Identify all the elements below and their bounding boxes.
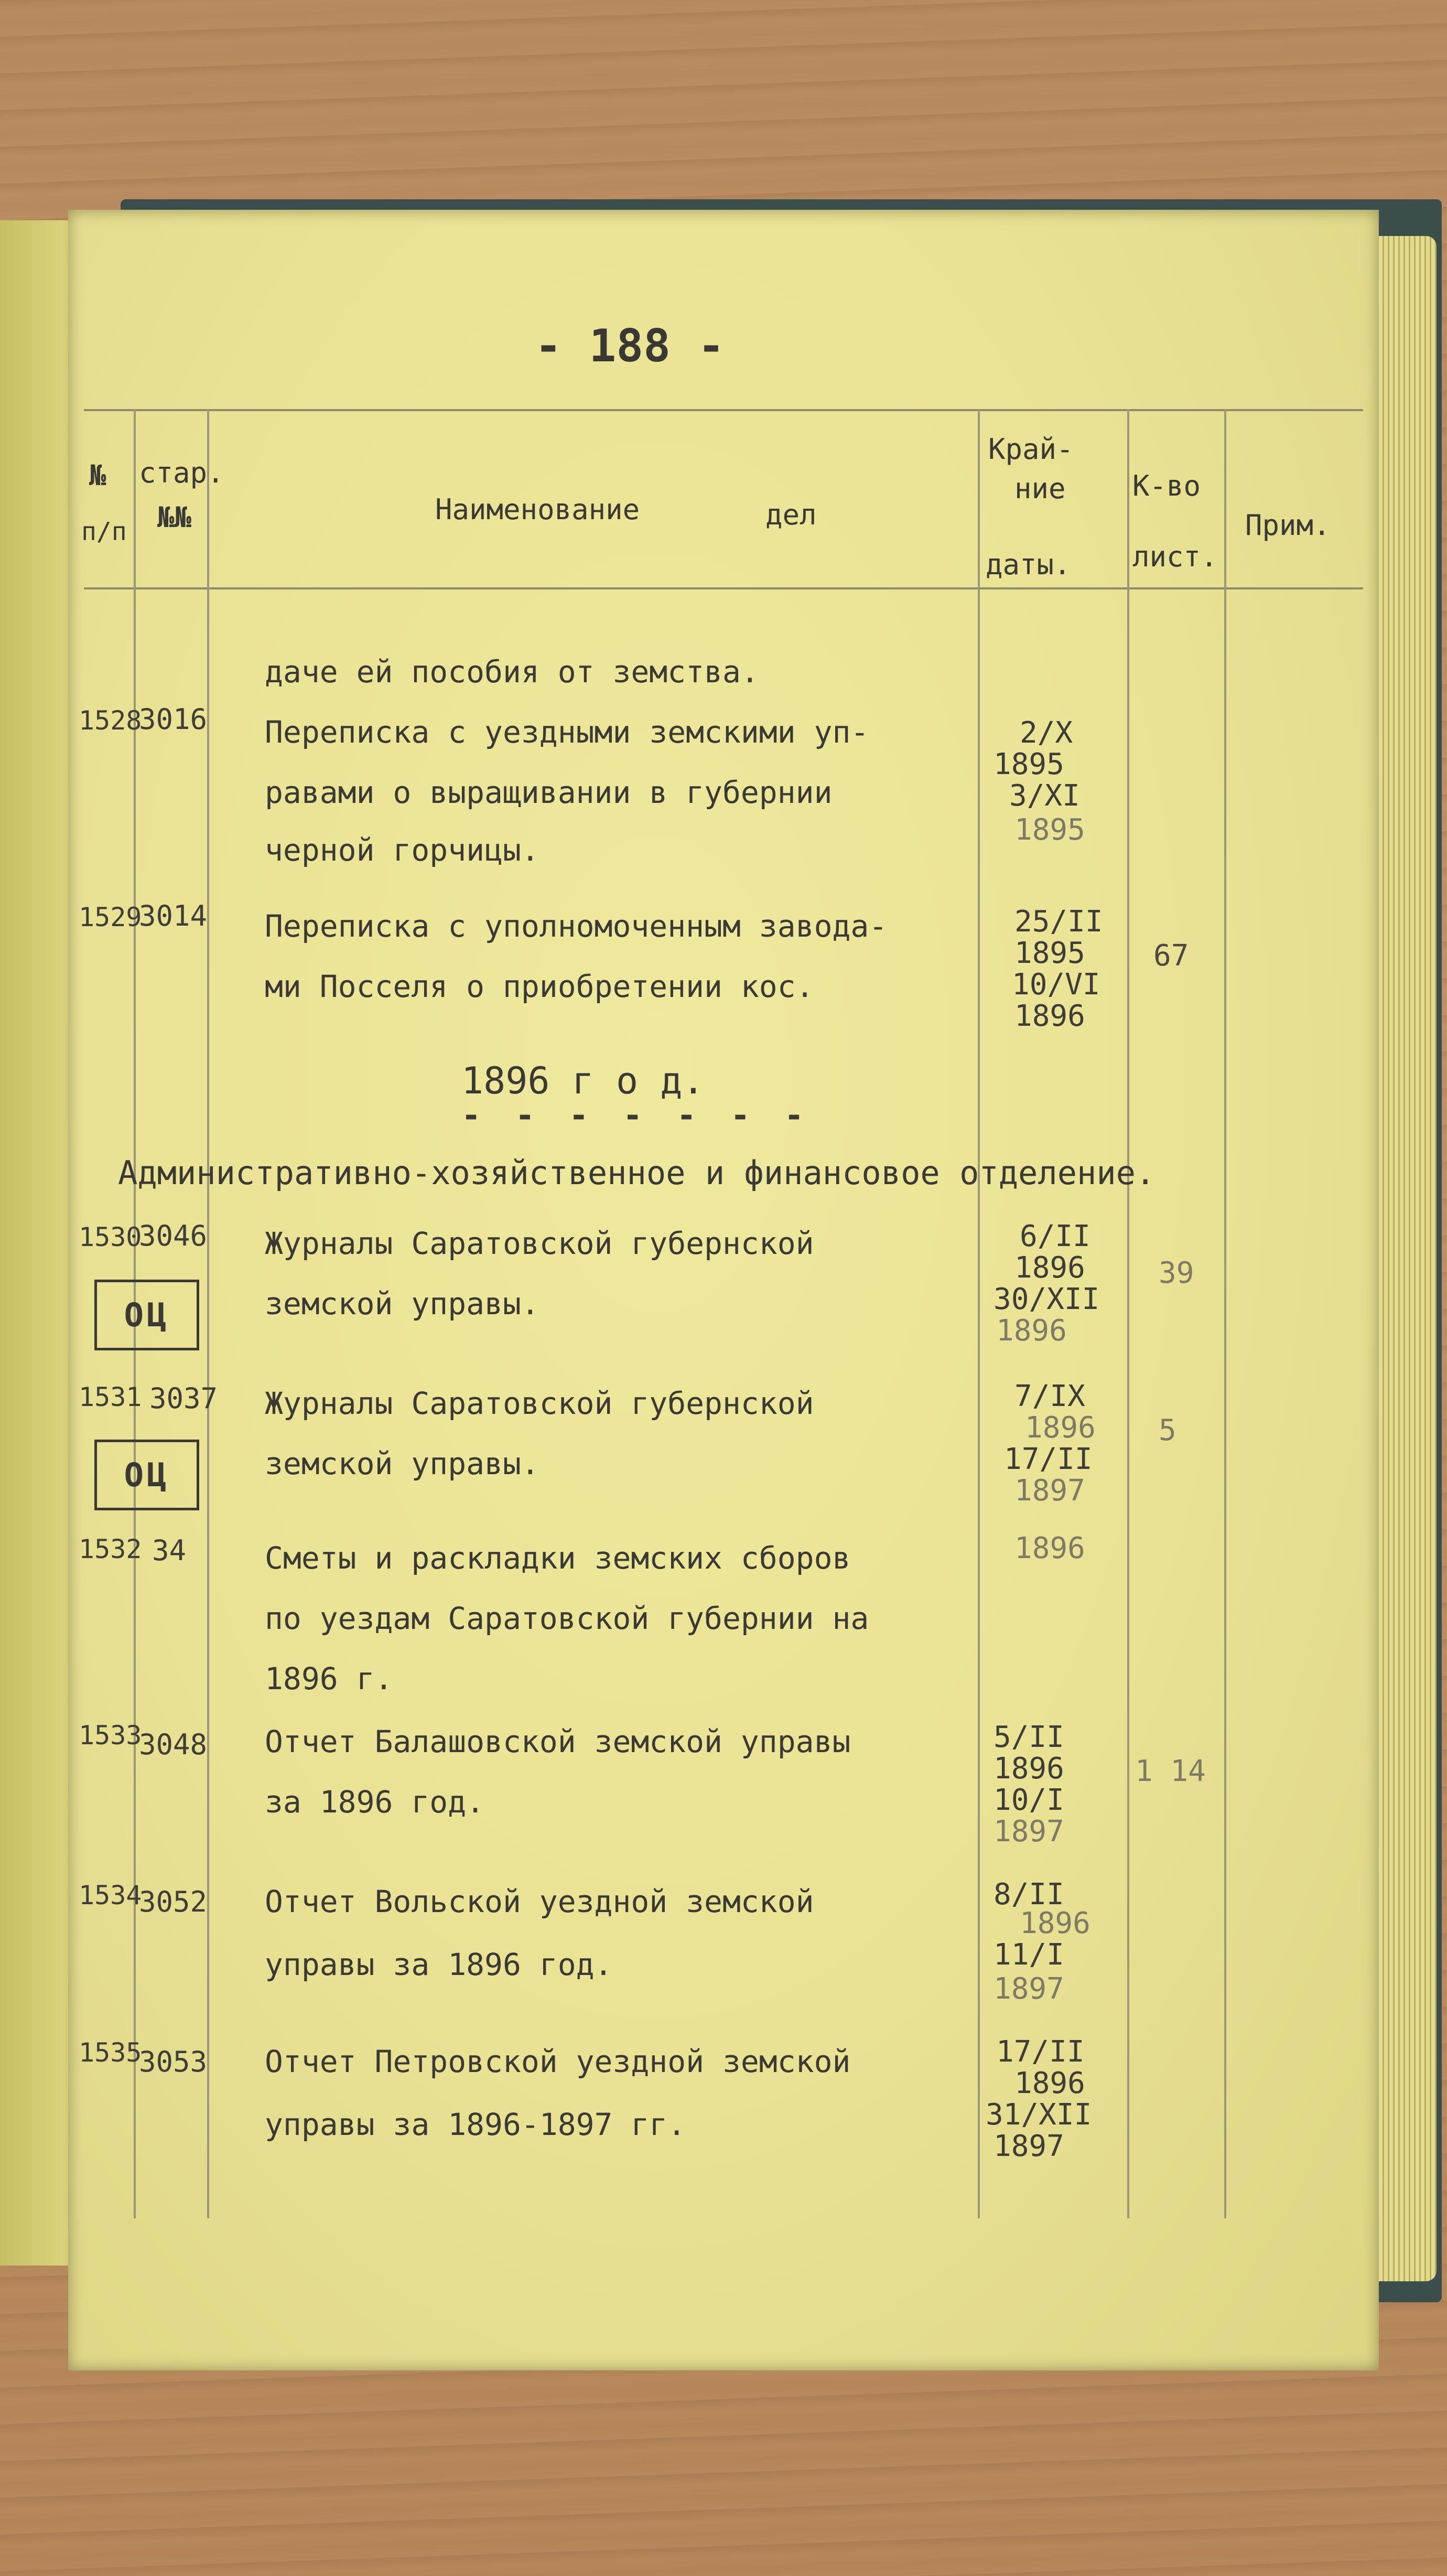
row-1531-date-4: 1897	[1014, 1474, 1085, 1508]
row-1534-old: 3052	[139, 1885, 208, 1918]
row-1530-sheets: 39	[1159, 1256, 1194, 1290]
row-1532-no: 1532	[79, 1534, 142, 1564]
row-1533-old: 3048	[139, 1728, 208, 1761]
section-heading: Административно-хозяйственное и финансовое отделение.	[118, 1154, 1156, 1192]
row-1528-old: 3016	[139, 703, 208, 736]
row-1534-date-2: 1896	[1020, 1906, 1090, 1940]
row-1533-sheets: 1 14	[1135, 1754, 1206, 1788]
row-1528-line-3: черной горчицы.	[265, 832, 539, 868]
row-1531-line-2: земской управы.	[265, 1446, 539, 1482]
row-1528-date-3: 3/XI	[1009, 779, 1080, 813]
row-1534-line-1: Отчет Вольской уездной земской	[265, 1884, 814, 1919]
header-sheets-1: К-во	[1132, 469, 1201, 502]
row-1533-line-2: за 1896 год.	[265, 1784, 485, 1820]
row-1535-line-2: управы за 1896-1897 гг.	[265, 2107, 686, 2142]
table-top-rule	[84, 409, 1363, 411]
row-1532-line-2: по уездам Саратовской губернии на	[265, 1601, 869, 1636]
row-1529-date-3: 10/VI	[1012, 968, 1100, 1002]
row-1532-date-1: 1896	[1014, 1531, 1085, 1565]
column-divider-2	[207, 409, 209, 2218]
row-1532-line-3: 1896 г.	[265, 1661, 393, 1697]
column-divider-3	[978, 409, 980, 2218]
row-1528-line-1: Переписка с уездными земскими уп-	[265, 714, 869, 750]
row-1528-date-2: 1895	[994, 747, 1064, 781]
row-1531-date-3: 17/II	[1004, 1442, 1093, 1476]
row-1531-sheets: 5	[1159, 1413, 1176, 1447]
continuation-line: даче ей пособия от земства.	[265, 654, 759, 690]
row-1533-no: 1533	[79, 1720, 142, 1751]
row-1530-date-4: 1896	[996, 1314, 1067, 1348]
row-1535-date-4: 1897	[994, 2129, 1064, 2163]
row-1531-date-1: 7/IX	[1014, 1379, 1085, 1413]
row-1533-date-2: 1896	[994, 1752, 1064, 1786]
row-1535-line-1: Отчет Петровской уездной земской	[265, 2044, 851, 2079]
row-1535-old: 3053	[139, 2045, 208, 2078]
column-divider-4	[1127, 409, 1129, 2218]
row-1535-date-1: 17/II	[996, 2035, 1085, 2069]
row-1534-line-2: управы за 1896 год.	[265, 1947, 613, 1982]
row-1531-no: 1531	[79, 1382, 142, 1412]
row-1533-date-4: 1897	[994, 1815, 1064, 1849]
row-1531-line-1: Журналы Саратовской губернской	[265, 1386, 814, 1421]
row-1529-line-1: Переписка с уполномоченным завода-	[265, 908, 888, 944]
year-underline: - - - - - - -	[461, 1096, 812, 1134]
row-1529-no: 1529	[79, 902, 142, 932]
header-dates-1: Край-	[988, 433, 1074, 466]
header-sheets-2: лист.	[1132, 540, 1218, 573]
row-1534-date-1: 8/II	[994, 1877, 1064, 1912]
header-bottom-rule	[84, 587, 1363, 589]
row-1528-date-4: 1895	[1014, 813, 1085, 847]
row-1529-date-1: 25/II	[1014, 905, 1103, 939]
year-heading: 1896 г о д.	[461, 1059, 705, 1102]
row-1530-date-3: 30/XII	[994, 1282, 1100, 1316]
row-1530-stamp: ОЦ	[94, 1280, 199, 1350]
row-1535-date-3: 31/XII	[986, 2098, 1092, 2132]
row-1528-no: 1528	[79, 705, 142, 736]
row-1529-date-4: 1896	[1014, 999, 1085, 1033]
row-1532-old: 34	[152, 1534, 187, 1567]
row-1528-line-2: равами о выращивании в губернии	[265, 775, 833, 810]
header-no-bottom: п/п	[81, 517, 127, 546]
row-1530-date-1: 6/II	[1020, 1219, 1090, 1253]
row-1534-no: 1534	[79, 1880, 142, 1910]
header-title-1: Наименование	[435, 493, 640, 526]
row-1534-date-3: 11/I	[994, 1938, 1064, 1972]
row-1529-old: 3014	[139, 899, 208, 932]
row-1532-line-1: Сметы и раскладки земских сборов	[265, 1540, 851, 1576]
column-divider-5	[1224, 409, 1226, 2218]
row-1530-old: 3046	[139, 1219, 208, 1252]
page-number: - 188 -	[535, 320, 725, 372]
row-1531-stamp: ОЦ	[94, 1440, 199, 1510]
row-1530-line-2: земской управы.	[265, 1286, 539, 1322]
row-1529-sheets: 67	[1153, 939, 1189, 973]
row-1530-line-1: Журналы Саратовской губернской	[265, 1226, 814, 1261]
header-old-bottom: №№	[157, 501, 192, 534]
header-title-2: дел	[765, 498, 817, 531]
row-1535-date-2: 1896	[1014, 2066, 1085, 2100]
row-1528-date-1: 2/X	[1020, 716, 1073, 750]
row-1531-old: 3037	[149, 1382, 218, 1415]
header-dates-3: даты.	[986, 548, 1071, 581]
header-no-top: №	[89, 459, 106, 492]
header-old-top: стар.	[139, 456, 224, 489]
header-notes: Прим.	[1245, 509, 1331, 542]
row-1530-date-2: 1896	[1014, 1251, 1085, 1285]
row-1533-date-3: 10/I	[994, 1783, 1064, 1817]
row-1530-no: 1530	[79, 1222, 142, 1252]
row-1529-line-2: ми Посселя о приобретении кос.	[265, 969, 814, 1004]
row-1535-no: 1535	[79, 2037, 142, 2068]
row-1533-line-1: Отчет Балашовской земской управы	[265, 1724, 851, 1759]
header-dates-2: ние	[1014, 472, 1066, 505]
row-1534-date-4: 1897	[994, 1972, 1064, 2006]
row-1533-date-1: 5/II	[994, 1720, 1064, 1754]
row-1529-date-2: 1895	[1014, 936, 1085, 970]
row-1531-date-2: 1896	[1025, 1411, 1096, 1445]
